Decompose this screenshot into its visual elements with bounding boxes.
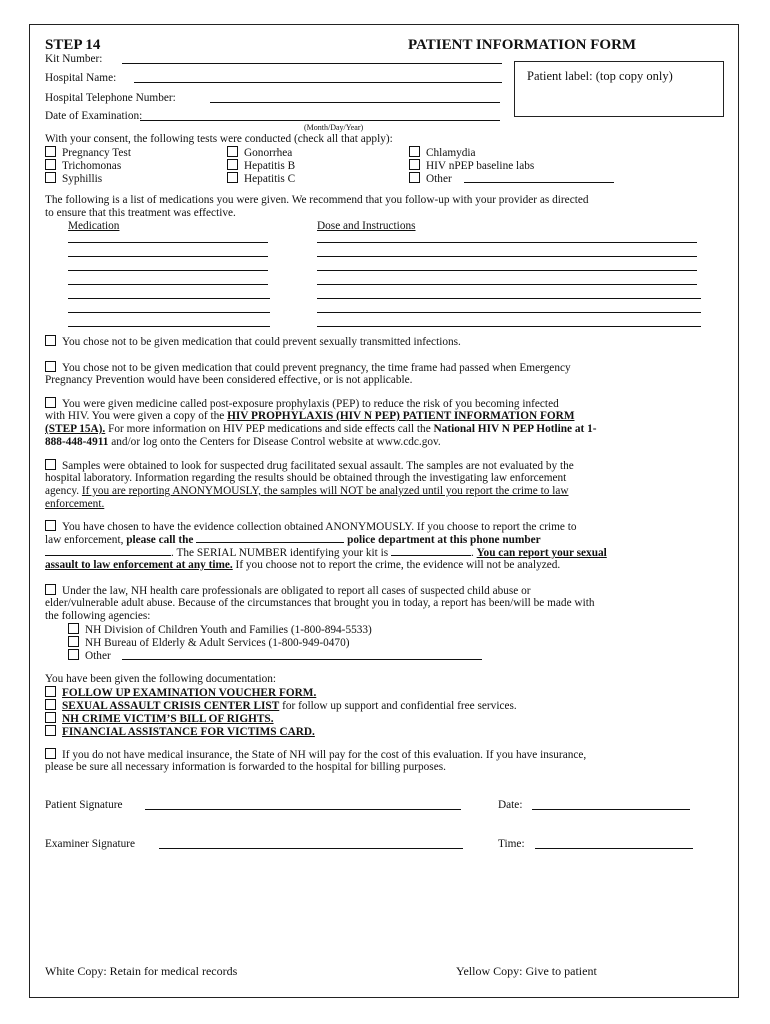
dfsa-line-3: agency. If you are reporting ANONYMOUSLY, the samples will NOT be analyzed until you report the crime to law [45, 485, 569, 497]
exam-date-field[interactable] [140, 120, 500, 121]
checkbox[interactable] [45, 146, 56, 157]
dose-column-header: Dose and Instructions [317, 220, 416, 232]
checkbox[interactable] [45, 172, 56, 183]
insurance-item[interactable]: If you do not have medical insurance, the State of NH will pay for the cost of this evaluation. If you have insurance, [45, 748, 586, 762]
pep-item[interactable]: You were given medicine called post-exposure prophylaxis (PEP) to reduce the risk of you becoming infected [45, 397, 559, 411]
checkbox[interactable] [409, 172, 420, 183]
pep-line-4: 888-448-4911 and/or log onto the Centers for Disease Control website at www.cdc.gov. [45, 436, 441, 448]
checkbox[interactable] [45, 584, 56, 595]
checkbox[interactable] [227, 172, 238, 183]
checkbox[interactable] [45, 725, 56, 736]
documentation-intro: You have been given the following documentation: [45, 673, 277, 685]
doc-voucher-item[interactable]: FOLLOW UP EXAMINATION VOUCHER FORM. [45, 686, 316, 700]
no-pregnancy-line-2: Pregnancy Prevention would have been considered effective, or is not applicable. [45, 374, 413, 386]
pep-line-2: with HIV. You were given a copy of the HIV PROPHYLAXIS (HIV N PEP) PATIENT INFORMATION FORM [45, 410, 575, 422]
insurance-line-2: please be sure all necessary information is forwarded to the hospital for billing purposes. [45, 761, 446, 773]
medication-line[interactable] [68, 270, 268, 271]
medication-line[interactable] [68, 242, 268, 243]
checkbox[interactable] [45, 361, 56, 372]
patient-signature-label: Patient Signature [45, 799, 123, 811]
serial-number-field[interactable] [391, 546, 471, 556]
time-field[interactable] [535, 848, 693, 849]
patient-label-text: Patient label: (top copy only) [527, 69, 673, 83]
date-label: Date: [498, 799, 523, 811]
test-other[interactable]: Other [409, 172, 452, 186]
anonymous-item[interactable]: You have chosen to have the evidence collection obtained ANONYMOUSLY. If you choose to report the crime to [45, 520, 577, 534]
test-trichomonas[interactable]: Trichomonas [45, 159, 121, 173]
dose-line[interactable] [317, 326, 701, 327]
checkbox[interactable] [45, 159, 56, 170]
anonymous-line-3: . The SERIAL NUMBER identifying your kit is . You can report your sexual [45, 546, 607, 560]
test-gonorrhea[interactable]: Gonorrhea [227, 146, 292, 160]
agency-other[interactable]: Other [68, 649, 111, 663]
checkbox[interactable] [409, 146, 420, 157]
anonymous-line-2: law enforcement, please call the police department at this phone number [45, 534, 541, 546]
medication-line[interactable] [68, 312, 270, 313]
checkbox[interactable] [68, 649, 79, 660]
checkbox[interactable] [409, 159, 420, 170]
anonymous-line-4: assault to law enforcement at any time. If you choose not to report the crime, the evidence will not be analyzed. [45, 559, 561, 571]
dose-line[interactable] [317, 256, 697, 257]
no-sti-medication-item[interactable]: You chose not to be given medication that could prevent sexually transmitted infections. [45, 335, 461, 349]
time-label: Time: [498, 838, 525, 850]
date-format-hint: (Month/Day/Year) [304, 123, 364, 132]
checkbox[interactable] [227, 159, 238, 170]
police-department-field[interactable] [196, 533, 344, 543]
checkbox[interactable] [227, 146, 238, 157]
medication-line[interactable] [68, 298, 270, 299]
dfsa-item[interactable]: Samples were obtained to look for suspected drug facilitated sexual assault. The samples are not evaluated by the [45, 459, 574, 473]
agency-dcyf[interactable]: NH Division of Children Youth and Families (1-800-894-5533) [68, 623, 372, 637]
footer-white-copy: White Copy: Retain for medical records [45, 964, 238, 978]
phone-number-field[interactable] [45, 546, 171, 556]
agency-other-field[interactable] [122, 659, 482, 660]
medication-line[interactable] [68, 326, 270, 327]
checkbox[interactable] [45, 686, 56, 697]
dose-line[interactable] [317, 284, 697, 285]
hospital-phone-field[interactable] [210, 102, 500, 103]
test-pregnancy[interactable]: Pregnancy Test [45, 146, 131, 160]
checkbox[interactable] [45, 459, 56, 470]
medications-intro-2: to ensure that this treatment was effective. [45, 207, 236, 219]
medication-line[interactable] [68, 284, 268, 285]
hospital-name-field[interactable] [134, 82, 502, 83]
checkbox[interactable] [45, 748, 56, 759]
checkbox[interactable] [45, 712, 56, 723]
abuse-line-2: elder/vulnerable adult abuse. Because of the circumstances that brought you in today, a report has been/will be made with [45, 597, 595, 609]
medications-intro-1: The following is a list of medications you were given. We recommend that you follow-up with your provider as directed [45, 194, 589, 206]
dose-line[interactable] [317, 298, 701, 299]
patient-signature-field[interactable] [145, 809, 461, 810]
step-label: STEP 14 [45, 37, 101, 53]
pep-form-reference: HIV PROPHYLAXIS (HIV N PEP) PATIENT INFORMATION FORM [227, 410, 575, 422]
pep-line-3: (STEP 15A). For more information on HIV PEP medications and side effects call the National HIV N PEP Hotline at 1- [45, 423, 597, 435]
checkbox[interactable] [45, 699, 56, 710]
test-hiv-npep[interactable]: HIV nPEP baseline labs [409, 159, 534, 173]
dose-line[interactable] [317, 312, 701, 313]
form-border [29, 24, 739, 998]
checkbox[interactable] [68, 636, 79, 647]
medication-column-header: Medication [68, 220, 120, 232]
hotline-number: 888-448-4911 [45, 436, 109, 448]
agency-beas[interactable]: NH Bureau of Elderly & Adult Services (1-800-949-0470) [68, 636, 349, 650]
dfsa-line-4: enforcement. [45, 498, 105, 510]
examiner-signature-label: Examiner Signature [45, 838, 136, 850]
test-hepatitis-c[interactable]: Hepatitis C [227, 172, 295, 186]
checkbox[interactable] [45, 397, 56, 408]
dfsa-line-2: hospital laboratory. Information regarding the results should be obtained through the investigating law enforcement [45, 472, 567, 484]
abuse-report-item[interactable]: Under the law, NH health care professionals are obligated to report all cases of suspected child abuse or [45, 584, 531, 598]
test-other-field[interactable] [464, 182, 614, 183]
checkbox[interactable] [45, 335, 56, 346]
medication-line[interactable] [68, 256, 268, 257]
tests-intro: With your consent, the following tests were conducted (check all that apply): [45, 133, 393, 145]
dose-line[interactable] [317, 270, 697, 271]
test-chlamydia[interactable]: Chlamydia [409, 146, 476, 160]
kit-number-field[interactable] [122, 63, 502, 64]
exam-date-label: Date of Examination: [45, 110, 143, 122]
doc-bill-of-rights-item[interactable]: NH CRIME VICTIM’S BILL OF RIGHTS. [45, 712, 274, 726]
test-hepatitis-b[interactable]: Hepatitis B [227, 159, 295, 173]
hospital-phone-label: Hospital Telephone Number: [45, 92, 176, 104]
checkbox[interactable] [68, 623, 79, 634]
checkbox[interactable] [45, 520, 56, 531]
date-field[interactable] [532, 809, 690, 810]
examiner-signature-field[interactable] [159, 848, 463, 849]
test-syphillis[interactable]: Syphillis [45, 172, 102, 186]
form-title: PATIENT INFORMATION FORM [408, 37, 637, 53]
footer-yellow-copy: Yellow Copy: Give to patient [456, 964, 597, 978]
dose-line[interactable] [317, 242, 697, 243]
no-pregnancy-medication-item[interactable]: You chose not to be given medication that could prevent pregnancy, the time frame had passed when Emergency [45, 361, 571, 375]
doc-financial-assistance-item[interactable]: FINANCIAL ASSISTANCE FOR VICTIMS CARD. [45, 725, 315, 739]
kit-number-label: Kit Number: [45, 53, 103, 65]
hospital-name-label: Hospital Name: [45, 72, 117, 84]
abuse-line-3: the following agencies: [45, 610, 151, 622]
doc-crisis-center-item[interactable]: SEXUAL ASSAULT CRISIS CENTER LIST for follow up support and confidential free services. [45, 699, 517, 713]
patient-label-box[interactable] [514, 61, 724, 117]
